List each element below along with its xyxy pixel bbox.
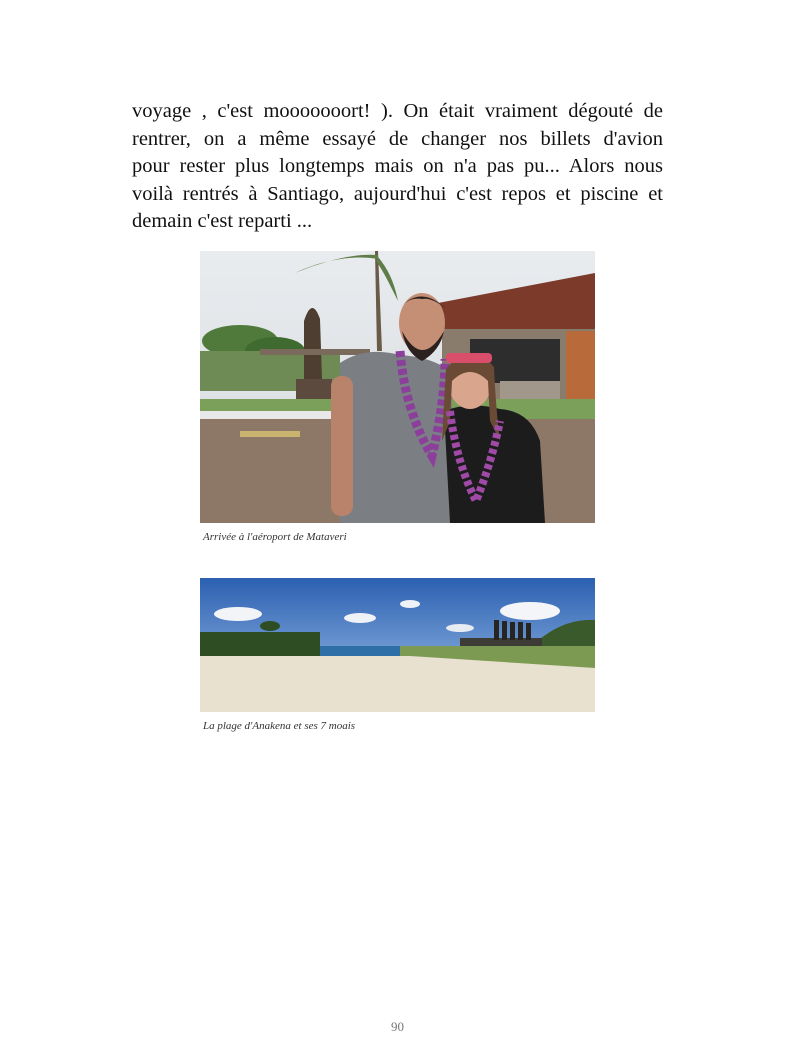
beach-photo <box>200 578 595 712</box>
paragraph-line: rentrer, on a même essayé de changer nos billets d'avion <box>132 127 663 150</box>
figure-caption: Arrivée à l'aéroport de Mataveri <box>203 531 347 543</box>
paragraph-line: demain c'est reparti ... <box>132 210 313 232</box>
airport-photo <box>200 251 595 523</box>
paragraph-line: voyage , c'est mooooooort! ). On était vraiment dégouté de <box>132 100 663 122</box>
paragraph-line: voilà rentrés à Santiago, aujourd'hui c'est repos et piscine et <box>132 182 663 205</box>
body-paragraph <box>132 98 663 236</box>
page-number: 90 <box>391 1019 404 1034</box>
paragraph-line: pour rester plus longtemps mais on n'a pas pu... Alors nous <box>132 155 663 177</box>
figure-caption: La plage d'Anakena et ses 7 moais <box>203 720 356 732</box>
